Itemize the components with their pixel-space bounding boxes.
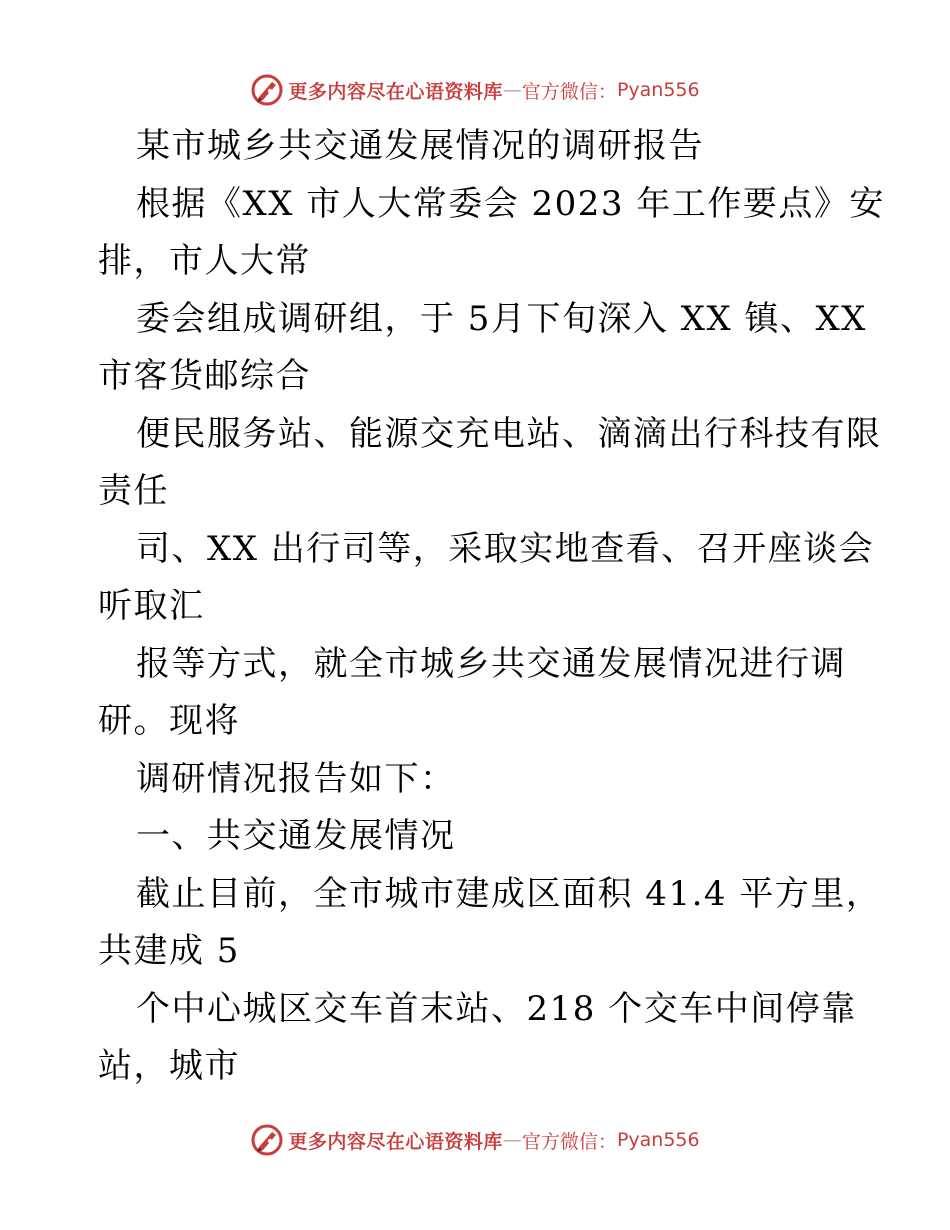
- paragraph-line: 排，市人大常: [98, 241, 311, 281]
- watermark-wechat-id: Pyan556: [616, 79, 700, 101]
- paragraph-line: 截止目前，全市城市建成区面积 41.4 平方里，: [136, 873, 882, 914]
- watermark-text: 更多内容尽在心语资料库: [288, 80, 503, 103]
- paragraph-line: 便民服务站、能源交充电站、滴滴出行科技有限: [136, 413, 882, 454]
- watermark-text: 更多内容尽在心语资料库: [288, 1130, 503, 1153]
- watermark-official-label: 官方微信：: [521, 1130, 617, 1153]
- watermark-official-label: 官方微信：: [521, 80, 617, 103]
- footer-watermark: [0, 1120, 950, 1160]
- paragraph-line: 市客货邮综合: [98, 356, 311, 396]
- paragraph-line: 调研情况报告如下：: [136, 758, 456, 799]
- paragraph-line: 共建成 5: [98, 931, 240, 971]
- watermark-wechat-id: Pyan556: [616, 1129, 700, 1151]
- paragraph-line: 根据《XX 市人大常委会 2023 年工作要点》安: [136, 183, 885, 224]
- paragraph-line: 责任: [98, 471, 169, 511]
- paragraph-line: 研。现将: [98, 701, 240, 741]
- paragraph-line: 听取汇: [98, 586, 205, 626]
- section-heading: 一、共交通发展情况: [136, 816, 456, 856]
- logo-pen-icon: [250, 73, 284, 107]
- watermark-separator: —: [502, 79, 522, 101]
- watermark-separator: —: [502, 1129, 522, 1151]
- paragraph-line: 司、XX 出行司等，采取实地查看、召开座谈会: [136, 528, 875, 569]
- paragraph-line: 个中心城区交车首末站、218 个交车中间停靠: [136, 988, 857, 1029]
- paragraph-line: 委会组成调研组，于 5月下旬深入 XX 镇、XX: [136, 298, 867, 339]
- logo-pen-icon: [250, 1123, 284, 1157]
- paragraph-line: 站，城市: [98, 1046, 240, 1086]
- header-watermark: [0, 70, 950, 110]
- document-title: 某市城乡共交通发展情况的调研报告: [136, 126, 704, 166]
- paragraph-line: 报等方式，就全市城乡共交通发展情况进行调: [136, 643, 846, 684]
- document-body: [98, 118, 885, 1096]
